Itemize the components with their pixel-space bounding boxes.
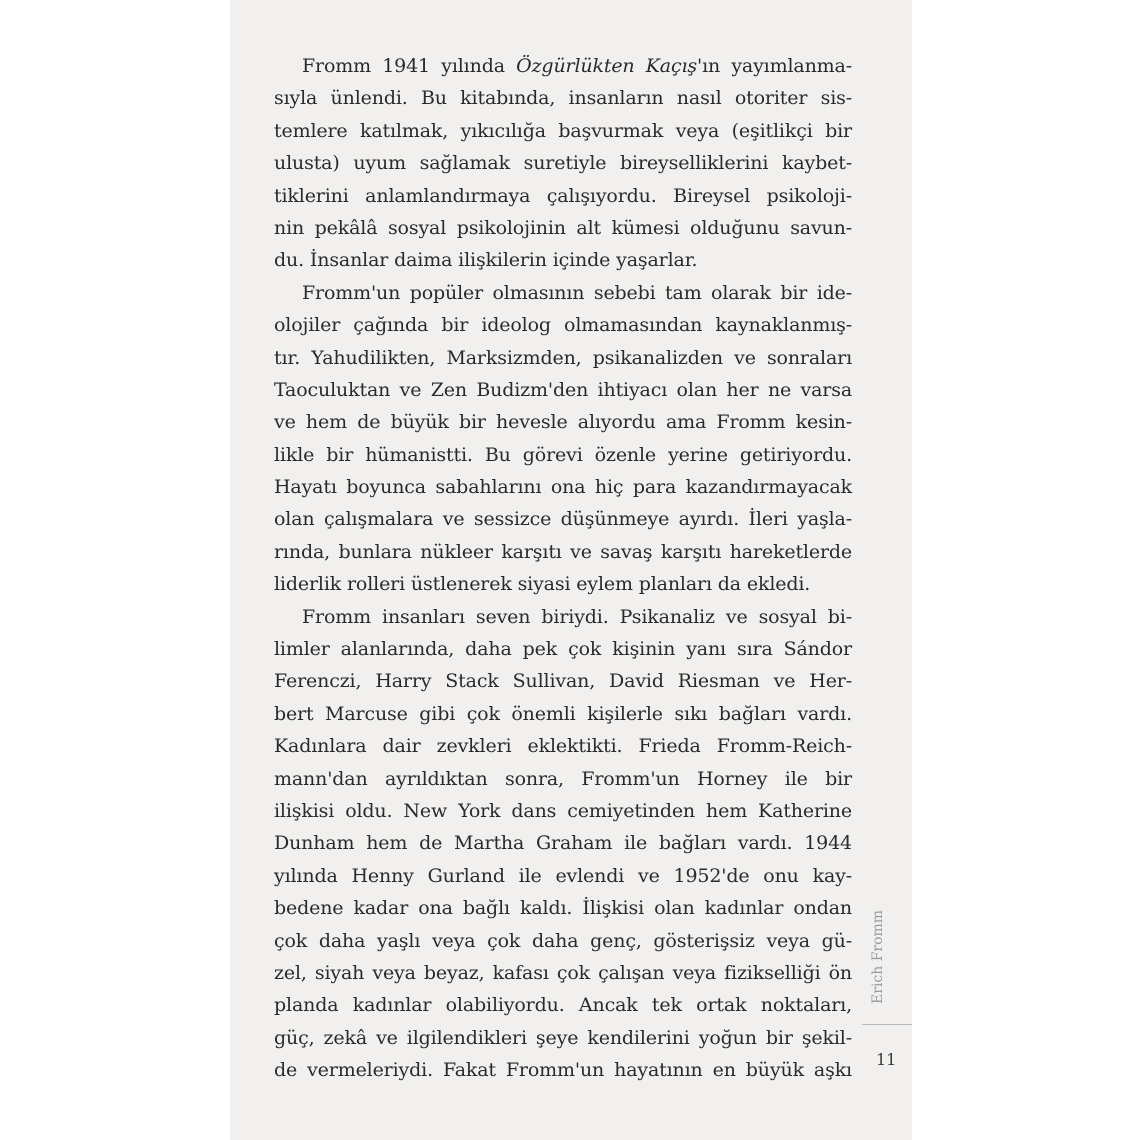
text-line: olan çalışmalara ve sessizce düşünmeye ayırdı. İleri yaşla- [274,508,852,531]
text-line: planda kadınlar olabiliyordu. Ancak tek ortak noktaları, [274,994,852,1017]
page-number: 11 [876,1050,897,1069]
text-line: Dunham hem de Martha Graham ile bağları vardı. 1944 [274,832,852,855]
text-line: Fromm'un popüler olmasının sebebi tam olarak bir ide- [302,281,852,304]
body-text [274,50,852,1087]
text-line: Fromm insanları seven biriydi. Psikanaliz ve sosyal bi- [302,605,852,628]
paragraph [274,277,852,601]
text-line: olojiler çağında bir ideolog olmamasından kaynaklanmış- [274,314,852,337]
paragraph [274,601,852,1087]
paragraph [274,50,852,277]
text-line: ulusta) uyum sağlamak suretiyle bireyselliklerini kaybet- [274,152,852,175]
text-line: çok daha yaşlı veya çok daha genç, gösterişsiz veya gü- [274,929,852,952]
text-segment: 'ın yayımlanma- [697,55,852,77]
text-line [274,50,852,82]
text-line: tiklerini anlamlandırmaya çalışıyordu. Bireysel psikoloji- [274,184,852,207]
running-title-rule [862,1024,912,1025]
text-line: Hayatı boyunca sabahlarını ona hiç para kazandırmayacak [274,476,852,499]
running-title: Erich Fromm [870,910,886,1005]
text-line: Kadınlara dair zevkleri eklektikti. Frieda Fromm-Reich- [274,735,852,758]
text-line: yılında Henny Gurland ile evlendi ve 1952'de onu kay- [274,864,852,887]
text-line: temlere katılmak, yıkıcılığa başvurmak veya (eşitlikçi bir [274,119,852,142]
text-line: likle bir hümanistti. Bu görevi özenle yerine getiriyordu. [274,443,852,466]
text-line: nin pekâlâ sosyal psikolojinin alt kümesi olduğunu savun- [274,216,852,239]
text-line: zel, siyah veya beyaz, kafası çok çalışan veya fizikselliği ön [274,961,852,984]
book-title-italic: Özgürlükten Kaçış [516,55,697,77]
text-line: Taoculuktan ve Zen Budizm'den ihtiyacı olan her ne varsa [274,378,852,401]
text-line: ilişkisi oldu. New York dans cemiyetinden hem Katherine [274,799,852,822]
text-line: Ferenczi, Harry Stack Sullivan, David Riesman ve Her- [274,670,852,693]
text-line: bert Marcuse gibi çok önemli kişilerle sıkı bağları vardı. [274,702,852,725]
text-line: de vermeleriydi. Fakat Fromm'un hayatının en büyük aşkı [274,1059,852,1082]
text-line: limler alanlarında, daha pek çok kişinin yanı sıra Sándor [274,638,852,661]
text-line: tır. Yahudilikten, Marksizmden, psikanalizden ve sonraları [274,346,852,369]
text-line: mann'dan ayrıldıktan sonra, Fromm'un Horney ile bir [274,767,852,790]
book-page [230,0,912,1140]
text-line: du. İnsanlar daima ilişkilerin içinde yaşarlar. [274,249,698,272]
text-line: ve hem de büyük bir hevesle alıyordu ama Fromm kesin- [274,411,852,434]
text-line: liderlik rolleri üstlenerek siyasi eylem planları da ekledi. [274,573,811,596]
text-segment: Fromm 1941 yılında [302,55,517,77]
text-line: rında, bunlara nükleer karşıtı ve savaş karşıtı hareketlerde [274,540,852,563]
text-line: güç, zekâ ve ilgilendikleri şeye kendilerini yoğun bir şekil- [274,1026,852,1049]
text-line: sıyla ünlendi. Bu kitabında, insanların nasıl otoriter sis- [274,87,852,110]
text-line: bedene kadar ona bağlı kaldı. İlişkisi olan kadınlar ondan [274,897,852,920]
